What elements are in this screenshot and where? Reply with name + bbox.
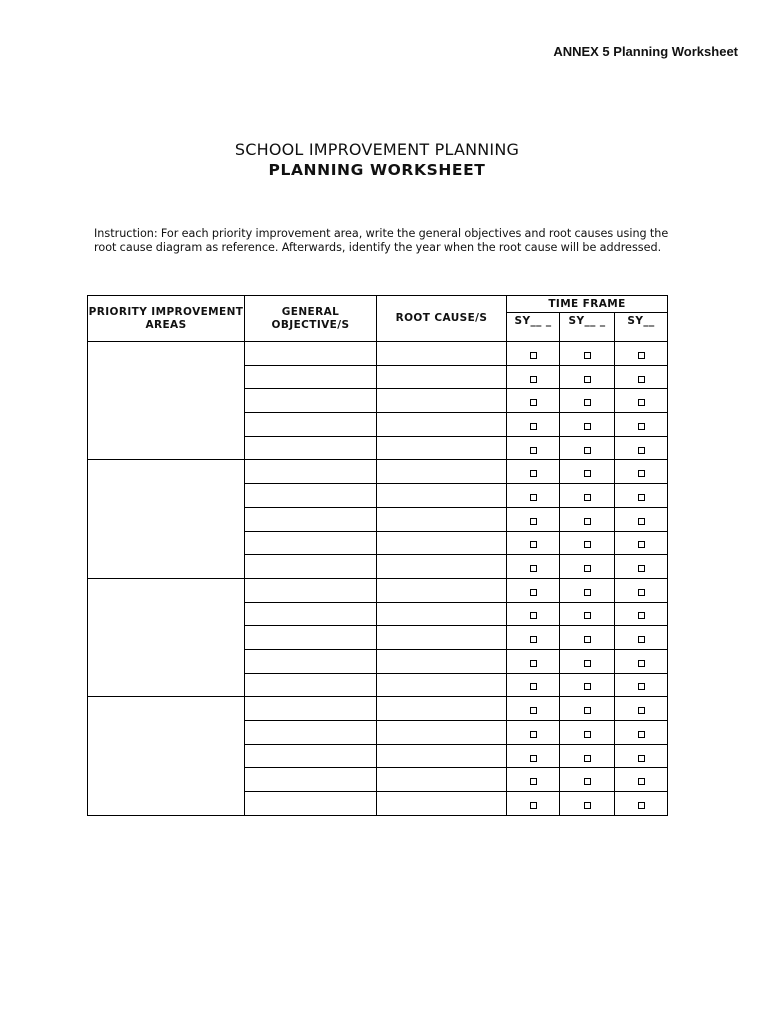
planning-worksheet-table [87, 295, 668, 816]
time-frame-cell [507, 531, 560, 555]
priority-area-cell[interactable] [88, 578, 245, 696]
time-frame-cell [560, 649, 615, 673]
objective-cell[interactable] [245, 744, 377, 768]
root-cause-cell[interactable] [377, 697, 507, 721]
objective-cell[interactable] [245, 484, 377, 508]
objective-cell[interactable] [245, 436, 377, 460]
checkbox-icon[interactable] [584, 660, 591, 667]
time-frame-cell [507, 413, 560, 437]
time-frame-cell [560, 531, 615, 555]
time-frame-cell [615, 649, 668, 673]
time-frame-cell [507, 768, 560, 792]
objective-cell[interactable] [245, 673, 377, 697]
time-frame-cell [560, 389, 615, 413]
table-row [88, 460, 668, 484]
objective-cell[interactable] [245, 389, 377, 413]
objective-cell[interactable] [245, 602, 377, 626]
time-frame-cell [560, 792, 615, 816]
time-frame-cell [507, 507, 560, 531]
checkbox-icon[interactable] [530, 494, 537, 501]
time-frame-cell [560, 626, 615, 650]
time-frame-cell [507, 436, 560, 460]
time-frame-cell [615, 555, 668, 579]
root-cause-cell[interactable] [377, 578, 507, 602]
checkbox-icon[interactable] [530, 755, 537, 762]
priority-area-cell[interactable] [88, 460, 245, 578]
time-frame-cell [507, 484, 560, 508]
checkbox-icon[interactable] [584, 376, 591, 383]
checkbox-icon[interactable] [584, 565, 591, 572]
time-frame-cell [615, 744, 668, 768]
time-frame-cell [507, 673, 560, 697]
time-frame-cell [615, 484, 668, 508]
header-general-objectives: GENERAL OBJECTIVE/S [245, 296, 377, 342]
checkbox-icon[interactable] [638, 399, 645, 406]
objective-cell[interactable] [245, 555, 377, 579]
root-cause-cell[interactable] [377, 721, 507, 745]
checkbox-icon[interactable] [638, 470, 645, 477]
time-frame-cell [560, 578, 615, 602]
objective-cell[interactable] [245, 460, 377, 484]
table-row [88, 342, 668, 366]
objective-cell[interactable] [245, 768, 377, 792]
time-frame-cell [507, 649, 560, 673]
checkbox-icon[interactable] [584, 612, 591, 619]
checkbox-icon[interactable] [530, 589, 537, 596]
header-time-frame: TIME FRAME [507, 296, 668, 313]
table-row [88, 697, 668, 721]
time-frame-cell [615, 507, 668, 531]
root-cause-cell[interactable] [377, 507, 507, 531]
checkbox-icon[interactable] [638, 565, 645, 572]
checkbox-icon[interactable] [530, 541, 537, 548]
root-cause-cell[interactable] [377, 413, 507, 437]
time-frame-cell [507, 365, 560, 389]
time-frame-cell [507, 792, 560, 816]
checkbox-icon[interactable] [638, 589, 645, 596]
time-frame-cell [560, 697, 615, 721]
time-frame-cell [560, 768, 615, 792]
root-cause-cell[interactable] [377, 626, 507, 650]
root-cause-cell[interactable] [377, 436, 507, 460]
checkbox-icon[interactable] [584, 494, 591, 501]
checkbox-icon[interactable] [530, 612, 537, 619]
time-frame-cell [507, 721, 560, 745]
root-cause-cell[interactable] [377, 768, 507, 792]
objective-cell[interactable] [245, 649, 377, 673]
checkbox-icon[interactable] [530, 565, 537, 572]
checkbox-icon[interactable] [584, 541, 591, 548]
checkbox-icon[interactable] [530, 423, 537, 430]
objective-cell[interactable] [245, 626, 377, 650]
time-frame-cell [507, 342, 560, 366]
root-cause-cell[interactable] [377, 673, 507, 697]
checkbox-icon[interactable] [530, 470, 537, 477]
time-frame-cell [615, 697, 668, 721]
objective-cell[interactable] [245, 578, 377, 602]
document-title: SCHOOL IMPROVEMENT PLANNING [234, 140, 520, 159]
root-cause-cell[interactable] [377, 792, 507, 816]
time-frame-cell [560, 413, 615, 437]
time-frame-cell [560, 365, 615, 389]
checkbox-icon[interactable] [530, 778, 537, 785]
time-frame-cell [615, 436, 668, 460]
checkbox-icon[interactable] [638, 755, 645, 762]
header-priority-areas: PRIORITY IMPROVEMENT AREAS [88, 296, 245, 342]
objective-cell[interactable] [245, 697, 377, 721]
time-frame-cell [560, 484, 615, 508]
checkbox-icon[interactable] [584, 352, 591, 359]
time-frame-cell [560, 436, 615, 460]
checkbox-icon[interactable] [584, 636, 591, 643]
time-frame-cell [615, 721, 668, 745]
checkbox-icon[interactable] [530, 731, 537, 738]
priority-area-cell[interactable] [88, 697, 245, 815]
time-frame-cell [507, 697, 560, 721]
checkbox-icon[interactable] [584, 802, 591, 809]
time-frame-cell [560, 460, 615, 484]
root-cause-cell[interactable] [377, 365, 507, 389]
root-cause-cell[interactable] [377, 389, 507, 413]
header-sy-2: SY__ _ [560, 313, 615, 342]
time-frame-cell [507, 460, 560, 484]
checkbox-icon[interactable] [584, 423, 591, 430]
objective-cell[interactable] [245, 413, 377, 437]
checkbox-icon[interactable] [638, 494, 645, 501]
time-frame-cell [507, 602, 560, 626]
time-frame-cell [615, 342, 668, 366]
checkbox-icon[interactable] [638, 778, 645, 785]
root-cause-cell[interactable] [377, 602, 507, 626]
instruction-text: Instruction: For each priority improvement area, write the general objectives and root causes using the root cause diagram as reference. Afterwards, identify the year when the root cause will be addressed. [94, 227, 669, 254]
checkbox-icon[interactable] [530, 447, 537, 454]
checkbox-icon[interactable] [530, 518, 537, 525]
header-sy-3: SY__ [615, 313, 668, 342]
time-frame-cell [615, 673, 668, 697]
checkbox-icon[interactable] [638, 447, 645, 454]
checkbox-icon[interactable] [584, 683, 591, 690]
checkbox-icon[interactable] [638, 660, 645, 667]
objective-cell[interactable] [245, 721, 377, 745]
checkbox-icon[interactable] [638, 731, 645, 738]
time-frame-cell [615, 792, 668, 816]
time-frame-cell [615, 768, 668, 792]
checkbox-icon[interactable] [638, 683, 645, 690]
checkbox-icon[interactable] [584, 518, 591, 525]
checkbox-icon[interactable] [530, 802, 537, 809]
checkbox-icon[interactable] [530, 636, 537, 643]
priority-area-cell[interactable] [88, 342, 245, 460]
root-cause-cell[interactable] [377, 649, 507, 673]
checkbox-icon[interactable] [584, 755, 591, 762]
checkbox-icon[interactable] [638, 423, 645, 430]
checkbox-icon[interactable] [638, 541, 645, 548]
checkbox-icon[interactable] [530, 683, 537, 690]
time-frame-cell [560, 721, 615, 745]
time-frame-cell [615, 531, 668, 555]
checkbox-icon[interactable] [530, 707, 537, 714]
root-cause-cell[interactable] [377, 531, 507, 555]
time-frame-cell [615, 413, 668, 437]
checkbox-icon[interactable] [638, 352, 645, 359]
checkbox-icon[interactable] [584, 447, 591, 454]
objective-cell[interactable] [245, 365, 377, 389]
objective-cell[interactable] [245, 507, 377, 531]
checkbox-icon[interactable] [584, 707, 591, 714]
checkbox-icon[interactable] [638, 612, 645, 619]
checkbox-icon[interactable] [530, 660, 537, 667]
checkbox-icon[interactable] [530, 376, 537, 383]
objective-cell[interactable] [245, 531, 377, 555]
document-subtitle: PLANNING WORKSHEET [268, 161, 486, 179]
checkbox-icon[interactable] [584, 731, 591, 738]
time-frame-cell [560, 507, 615, 531]
root-cause-cell[interactable] [377, 484, 507, 508]
checkbox-icon[interactable] [584, 589, 591, 596]
checkbox-icon[interactable] [638, 518, 645, 525]
time-frame-cell [507, 744, 560, 768]
time-frame-cell [615, 460, 668, 484]
root-cause-cell[interactable] [377, 342, 507, 366]
time-frame-cell [615, 602, 668, 626]
checkbox-icon[interactable] [584, 470, 591, 477]
checkbox-icon[interactable] [638, 376, 645, 383]
time-frame-cell [507, 389, 560, 413]
time-frame-cell [560, 342, 615, 366]
annex-label: ANNEX 5 Planning Worksheet [553, 44, 738, 59]
checkbox-icon[interactable] [638, 636, 645, 643]
time-frame-cell [615, 365, 668, 389]
time-frame-cell [615, 578, 668, 602]
header-root-causes: ROOT CAUSE/S [377, 296, 507, 342]
table-row [88, 578, 668, 602]
objective-cell[interactable] [245, 792, 377, 816]
time-frame-cell [507, 578, 560, 602]
header-sy-1: SY__ _ [507, 313, 560, 342]
time-frame-cell [615, 389, 668, 413]
time-frame-cell [615, 626, 668, 650]
time-frame-cell [560, 555, 615, 579]
time-frame-cell [507, 555, 560, 579]
checkbox-icon[interactable] [584, 778, 591, 785]
checkbox-icon[interactable] [530, 399, 537, 406]
time-frame-cell [507, 626, 560, 650]
time-frame-cell [560, 602, 615, 626]
checkbox-icon[interactable] [638, 802, 645, 809]
checkbox-icon[interactable] [638, 707, 645, 714]
root-cause-cell[interactable] [377, 744, 507, 768]
objective-cell[interactable] [245, 342, 377, 366]
checkbox-icon[interactable] [584, 399, 591, 406]
time-frame-cell [560, 673, 615, 697]
checkbox-icon[interactable] [530, 352, 537, 359]
root-cause-cell[interactable] [377, 460, 507, 484]
time-frame-cell [560, 744, 615, 768]
root-cause-cell[interactable] [377, 555, 507, 579]
